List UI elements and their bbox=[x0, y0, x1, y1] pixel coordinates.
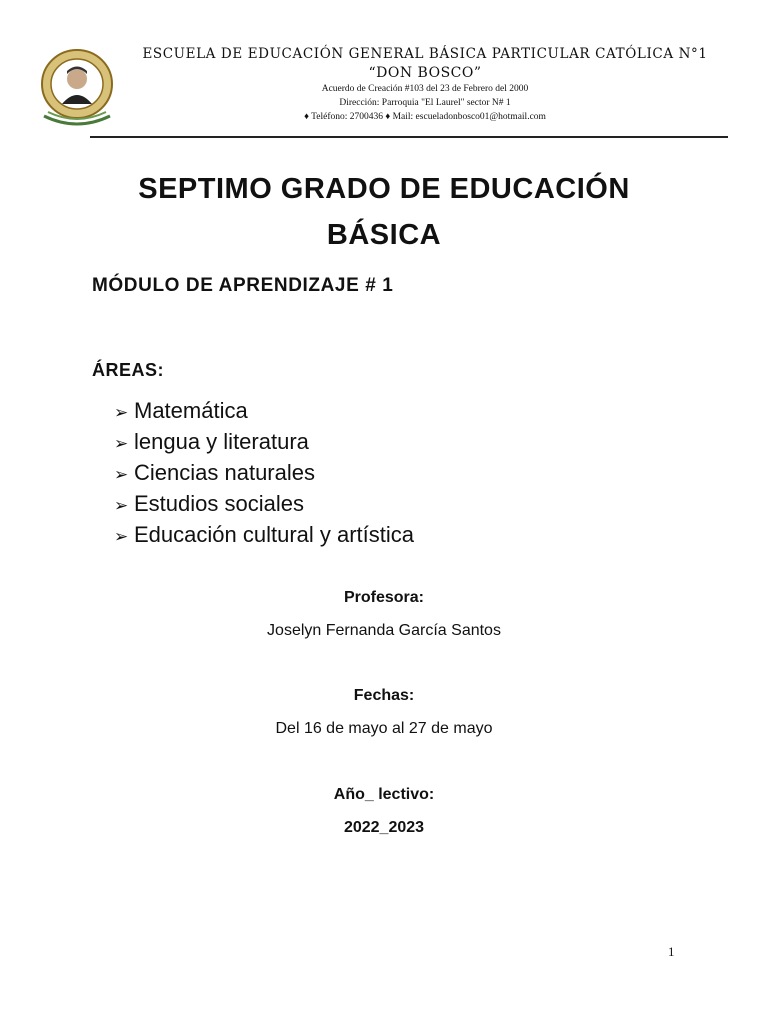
arrow-bullet-icon: ➢ bbox=[114, 434, 129, 453]
list-item bbox=[114, 396, 414, 427]
dates-label: Fechas: bbox=[353, 687, 415, 704]
page-number: 1 bbox=[668, 944, 675, 959]
school-name: ESCUELA DE EDUCACIÓN GENERAL BÁSICA PARTICULAR CATÓLICA N°1 bbox=[142, 46, 708, 62]
list-item bbox=[114, 489, 414, 520]
teacher-label: Profesora: bbox=[343, 589, 425, 606]
area-label: Matemática bbox=[134, 398, 248, 423]
school-year-label: Año_ lectivo: bbox=[333, 786, 435, 803]
page-title bbox=[80, 166, 688, 258]
area-label: Educación cultural y artística bbox=[134, 522, 415, 547]
area-label: Estudios sociales bbox=[134, 491, 304, 516]
areas-list bbox=[114, 396, 414, 551]
header-divider bbox=[90, 136, 728, 138]
module-title: MÓDULO DE APRENDIZAJE # 1 bbox=[92, 275, 394, 296]
school-year-value: 2022_2023 bbox=[343, 819, 425, 836]
school-address: Dirección: Parroquia "El Laurel" sector N# 1 bbox=[339, 98, 511, 108]
creation-agreement: Acuerdo de Creación #103 del 23 de Febrero del 2000 bbox=[321, 84, 529, 94]
dates-value: Del 16 de mayo al 27 de mayo bbox=[275, 720, 493, 737]
school-contact: ♦ Teléfono: 2700436 ♦ Mail: escueladonbosco01@hotmail.com bbox=[304, 112, 546, 122]
list-item bbox=[114, 458, 414, 489]
school-info bbox=[125, 44, 725, 124]
teacher-name: Joselyn Fernanda García Santos bbox=[267, 622, 501, 639]
area-label: lengua y literatura bbox=[134, 429, 309, 454]
arrow-bullet-icon: ➢ bbox=[114, 527, 129, 546]
title-line-1: SEPTIMO GRADO DE EDUCACIÓN bbox=[138, 173, 630, 205]
title-line-2: BÁSICA bbox=[326, 219, 442, 251]
arrow-bullet-icon: ➢ bbox=[114, 403, 129, 422]
arrow-bullet-icon: ➢ bbox=[114, 465, 129, 484]
areas-heading: ÁREAS: bbox=[92, 360, 165, 380]
school-logo bbox=[38, 46, 116, 128]
arrow-bullet-icon: ➢ bbox=[114, 496, 129, 515]
list-item bbox=[114, 427, 414, 458]
document-header bbox=[30, 40, 730, 135]
list-item bbox=[114, 520, 414, 551]
school-subtitle: “DON BOSCO” bbox=[368, 65, 482, 81]
area-label: Ciencias naturales bbox=[134, 460, 315, 485]
